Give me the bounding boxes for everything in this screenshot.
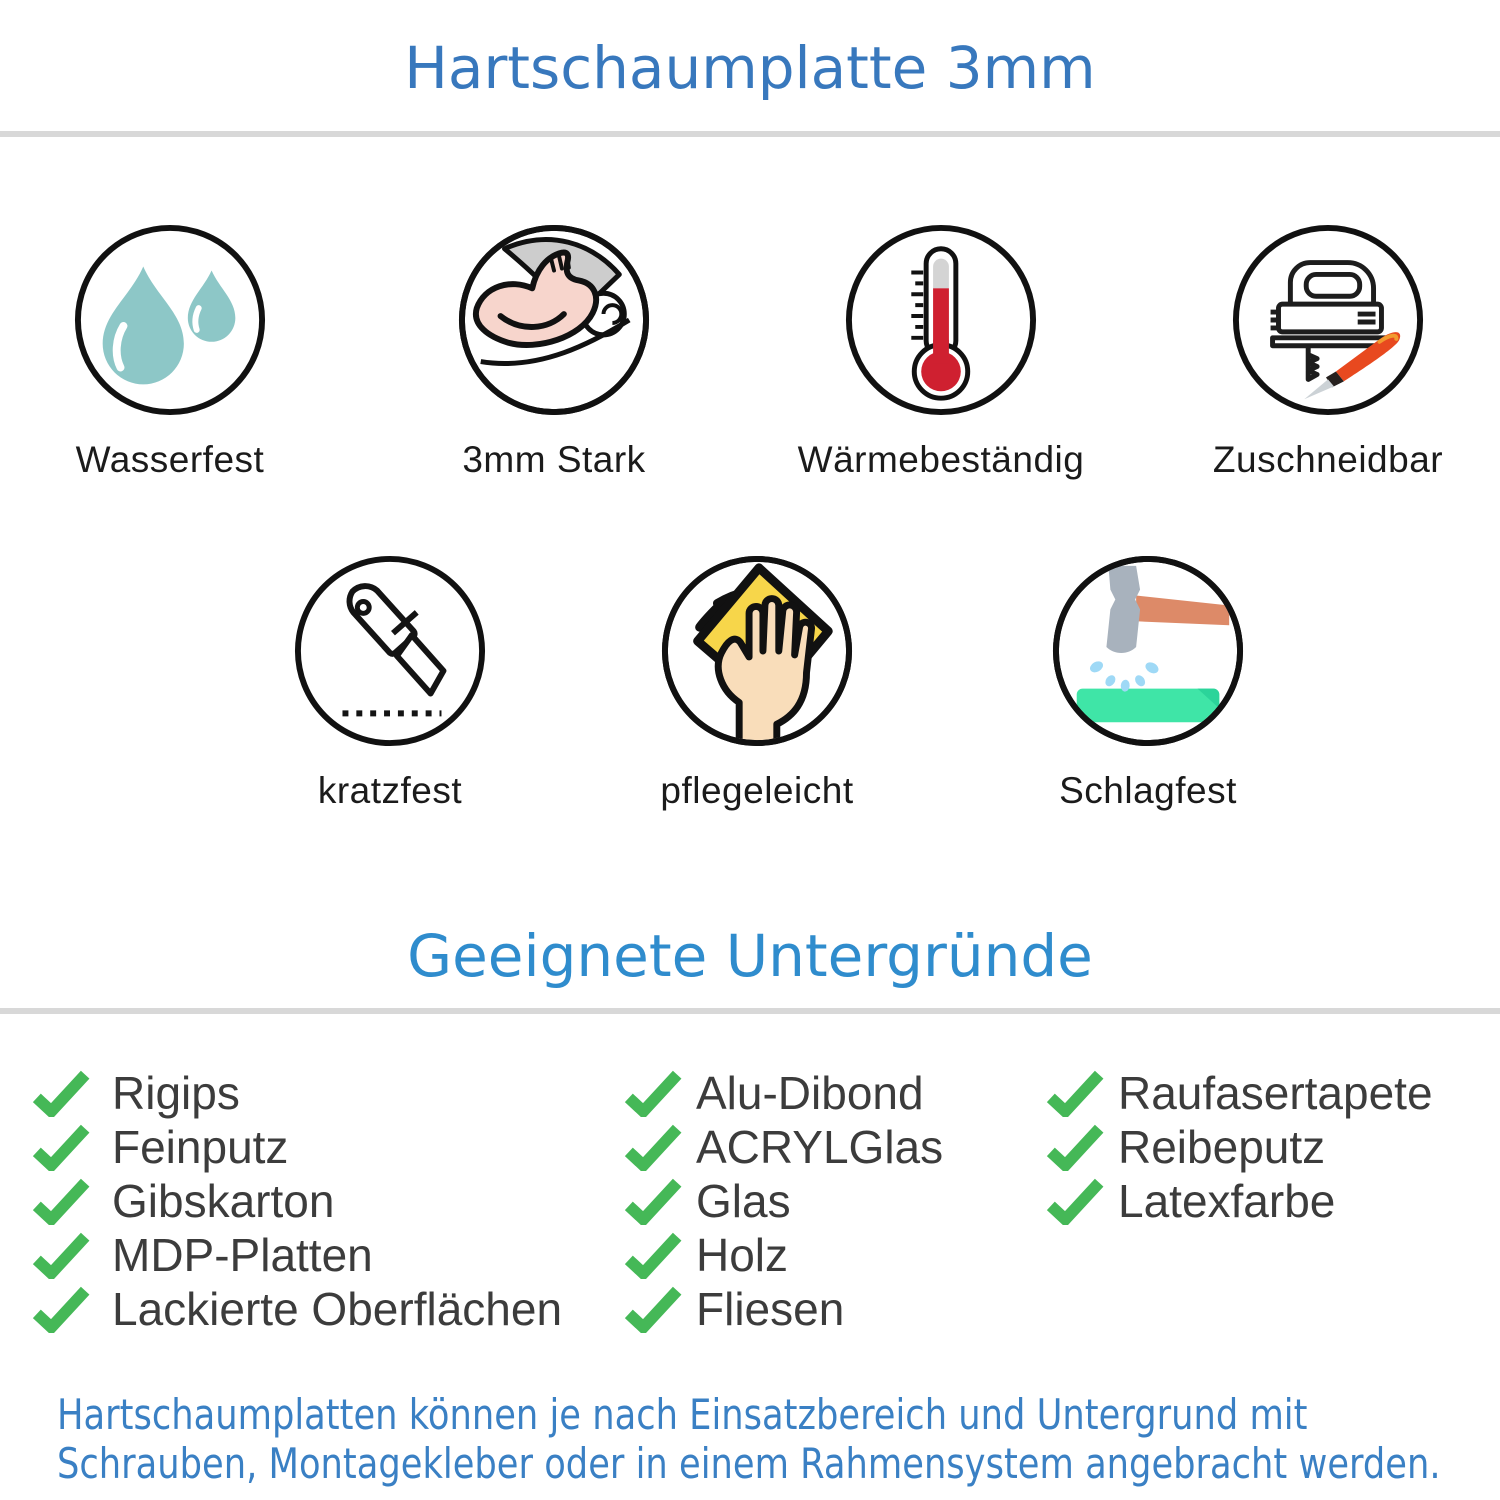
list-item [624, 1174, 943, 1228]
list-item [1046, 1120, 1433, 1174]
jigsaw-icon [1229, 221, 1427, 419]
list-item [624, 1120, 943, 1174]
list-item [32, 1174, 562, 1228]
check-icon [624, 1231, 682, 1279]
list-item [32, 1066, 562, 1120]
check-icon [1046, 1069, 1104, 1117]
section-title-untergruende: Geeignete Untergründe [407, 922, 1093, 990]
feature-label: Zuschneidbar [1212, 439, 1444, 480]
check-icon [624, 1177, 682, 1225]
check-icon [32, 1231, 90, 1279]
substrate-label: Feinputz [112, 1121, 289, 1173]
substrate-label: Fliesen [696, 1283, 845, 1335]
check-icon [32, 1069, 90, 1117]
mounting-note [57, 1390, 1485, 1488]
feature-item-schlagfest [968, 552, 1328, 812]
feature-label: Schlagfest [1059, 770, 1237, 811]
substrate-label: Lackierte Oberflächen [112, 1283, 563, 1335]
utility-knife-icon [291, 552, 489, 750]
feature-item-waermebestaendig [761, 221, 1121, 481]
check-icon [624, 1069, 682, 1117]
check-icon [1046, 1177, 1104, 1225]
feature-item-wasserfest [0, 221, 350, 481]
substrate-column-2 [624, 1066, 943, 1336]
substrate-label: Raufasertapete [1118, 1067, 1433, 1119]
divider-middle [0, 1008, 1500, 1014]
substrate-label: Reibeputz [1118, 1121, 1326, 1173]
mounting-note-line: Schrauben, Montagekleber oder in einem Rahmensystem angebracht werden. [57, 1439, 1441, 1488]
check-icon [624, 1285, 682, 1333]
feature-item-pflegeleicht [577, 552, 937, 812]
check-icon [32, 1123, 90, 1171]
feature-item-zuschneidbar [1148, 221, 1500, 481]
feature-item-3mm-stark [374, 221, 734, 481]
feature-item-kratzfest [210, 552, 570, 812]
check-icon [1046, 1123, 1104, 1171]
substrate-label: Glas [696, 1175, 791, 1227]
feature-label: pflegeleicht [660, 770, 854, 811]
substrate-label: Gibskarton [112, 1175, 335, 1227]
feature-label: Wärmebeständig [797, 439, 1085, 480]
list-item [624, 1282, 943, 1336]
substrate-column-1 [32, 1066, 562, 1336]
substrate-label: Latexfarbe [1118, 1175, 1336, 1227]
check-icon [32, 1177, 90, 1225]
substrate-column-3 [1046, 1066, 1433, 1228]
water-drops-icon [71, 221, 269, 419]
feature-label: kratzfest [317, 770, 463, 811]
substrate-label: MDP-Platten [112, 1229, 373, 1281]
mounting-note-line: Hartschaumplatten können je nach Einsatzbereich und Untergrund mit [57, 1390, 1308, 1439]
hammer-icon [1049, 552, 1247, 750]
substrate-label: ACRYLGlas [696, 1121, 944, 1173]
list-item [32, 1282, 562, 1336]
cleaning-hand-icon [658, 552, 856, 750]
list-item [1046, 1174, 1433, 1228]
list-item [1046, 1066, 1433, 1120]
thermometer-icon [842, 221, 1040, 419]
feature-label: Wasserfest [75, 439, 265, 480]
substrate-label: Holz [696, 1229, 789, 1281]
list-item [624, 1228, 943, 1282]
divider-top [0, 131, 1500, 137]
check-icon [624, 1123, 682, 1171]
list-item [624, 1066, 943, 1120]
list-item [32, 1120, 562, 1174]
feature-label: 3mm Stark [462, 439, 646, 480]
muscle-arm-icon [455, 221, 653, 419]
check-icon [32, 1285, 90, 1333]
substrate-label: Alu-Dibond [696, 1067, 924, 1119]
page-title: Hartschaumplatte 3mm [404, 34, 1096, 102]
substrate-label: Rigips [112, 1067, 240, 1119]
list-item [32, 1228, 562, 1282]
